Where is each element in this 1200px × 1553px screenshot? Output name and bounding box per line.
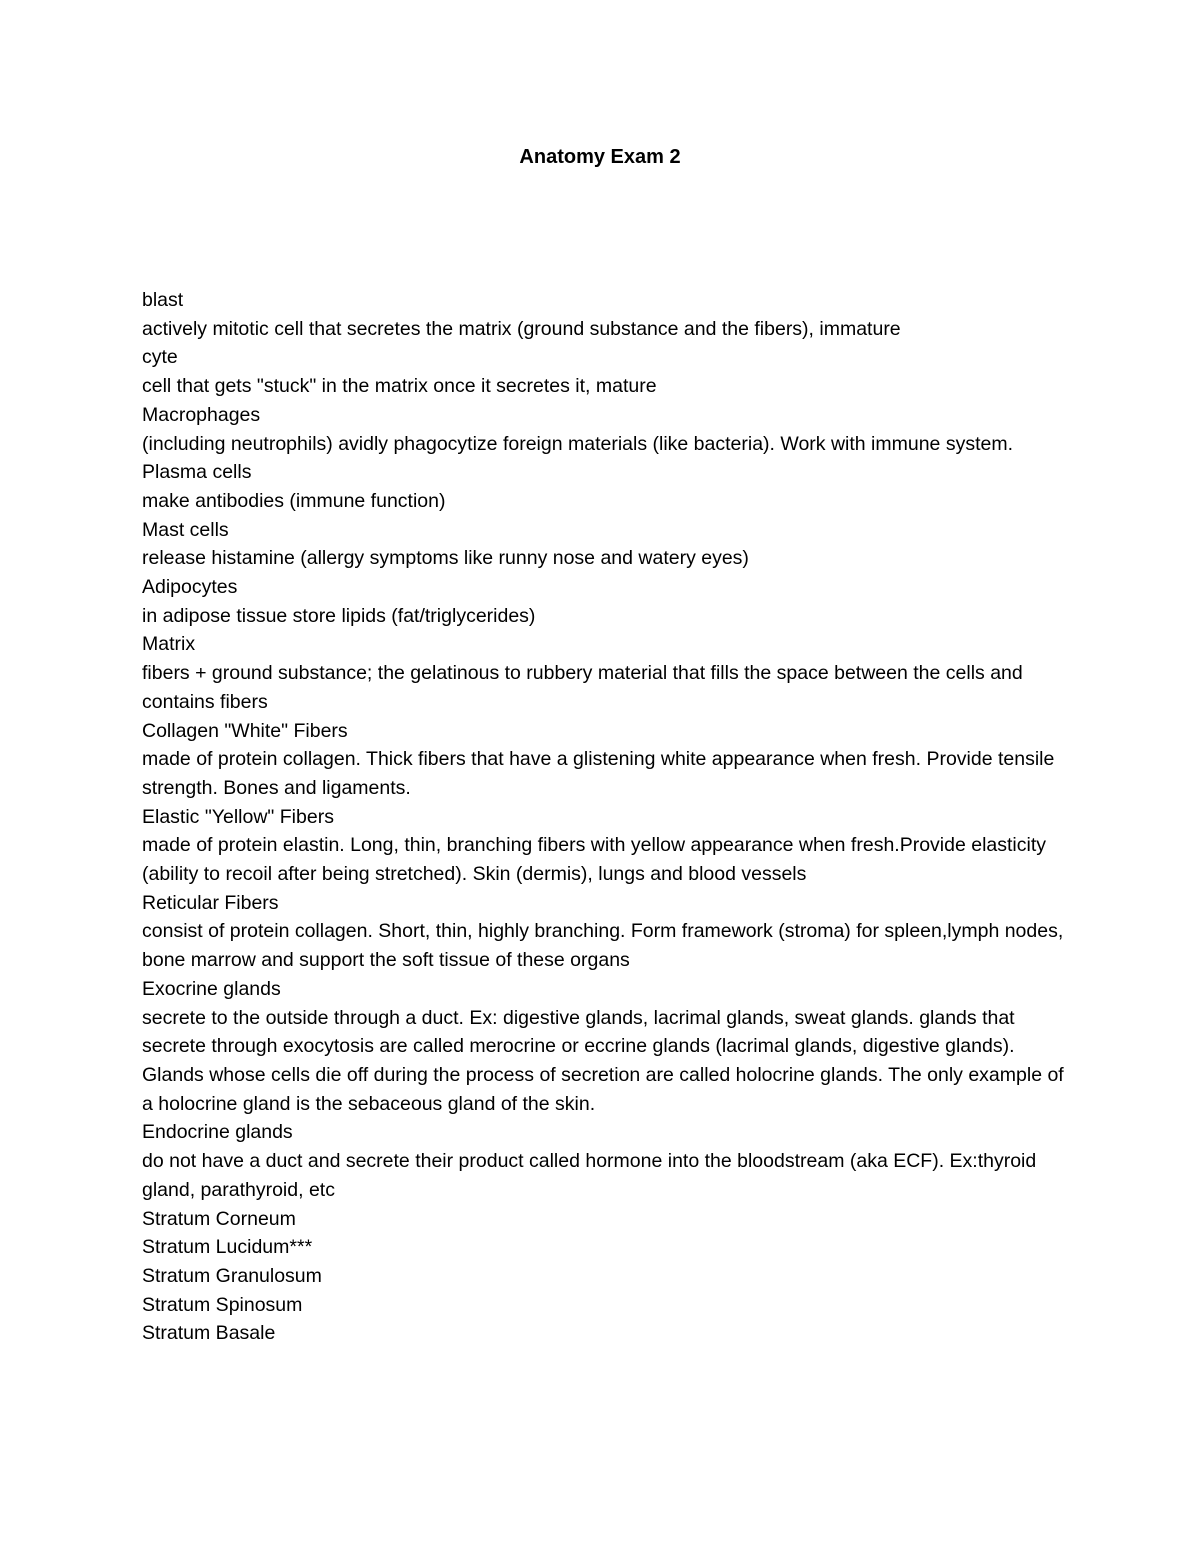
entry [142,401,1072,458]
entry-definition: consist of protein collagen. Short, thin, highly branching. Form framework (stroma) for spleen,lymph nodes, bone marrow and support the soft tissue of these organs [142,920,1064,972]
entry [142,803,1072,889]
entry-definition: release histamine (allergy symptoms like runny nose and watery eyes) [142,547,749,570]
stratum-item: Stratum Basale [142,1322,276,1345]
entry [142,458,1072,515]
entry [142,343,1072,400]
entries-list [142,286,1072,1348]
entry [142,516,1072,573]
entry [142,573,1072,630]
entry-term: Exocrine glands [142,977,281,1000]
strata-list [142,1205,1072,1349]
document-title: Anatomy Exam 2 [519,146,681,168]
entry-term: Macrophages [142,403,261,426]
entry [142,1118,1072,1204]
entry-term: Mast cells [142,518,229,541]
entry-definition: secrete to the outside through a duct. Ex: digestive glands, lacrimal glands, sweat glands. glands that secrete through exocytosis are called merocrine or eccrine glands (lacrimal glands, digestive glands). Glands whose cells die off during the process of secretion are called holocrine glands. The only example of a holocrine gland is the sebaceous gland of the skin. [142,1006,1064,1115]
entry-definition: in adipose tissue store lipids (fat/triglycerides) [142,604,536,627]
entry-definition: fibers + ground substance; the gelatinous to rubbery material that fills the space between the cells and contains fibers [142,662,1023,713]
entry-definition: cell that gets "stuck" in the matrix once it secretes it, mature [142,375,657,398]
stratum-item: Stratum Spinosum [142,1293,303,1316]
entry-definition: made of protein collagen. Thick fibers that have a glistening white appearance when fresh. Provide tensile strength. Bones and ligaments. [142,748,1055,799]
entry-term: Matrix [142,633,196,656]
entry [142,630,1072,716]
entry-term: blast [142,289,184,311]
entry-term: Adipocytes [142,576,238,599]
entry-definition: made of protein elastin. Long, thin, branching fibers with yellow appearance when fresh.Provide elasticity (ability to recoil after being stretched). Skin (dermis), lungs and blood vessels [142,834,1047,886]
entry-term: Reticular Fibers [142,891,279,914]
entry-term: Collagen "White" Fibers [142,719,348,742]
stratum-item: Stratum Granulosum [142,1264,322,1287]
entry-term: Elastic "Yellow" Fibers [142,805,334,828]
entry [142,975,1072,1119]
entry-term: cyte [142,346,178,369]
entry [142,889,1072,975]
entry-term: Endocrine glands [142,1121,293,1144]
entry-term: Plasma cells [142,461,252,484]
entry [142,717,1072,803]
stratum-item: Stratum Lucidum*** [142,1236,313,1259]
entry-definition: actively mitotic cell that secretes the matrix (ground substance and the fibers), immature [142,317,901,340]
stratum-item: Stratum Corneum [142,1207,296,1230]
entry-definition: (including neutrophils) avidly phagocytize foreign materials (like bacteria). Work with immune system. [142,432,1013,455]
entry-definition: do not have a duct and secrete their product called hormone into the bloodstream (aka ECF). Ex:thyroid gland, parathyroid, etc [142,1150,1037,1201]
entry [142,286,1072,343]
entry-definition: make antibodies (immune function) [142,489,446,512]
